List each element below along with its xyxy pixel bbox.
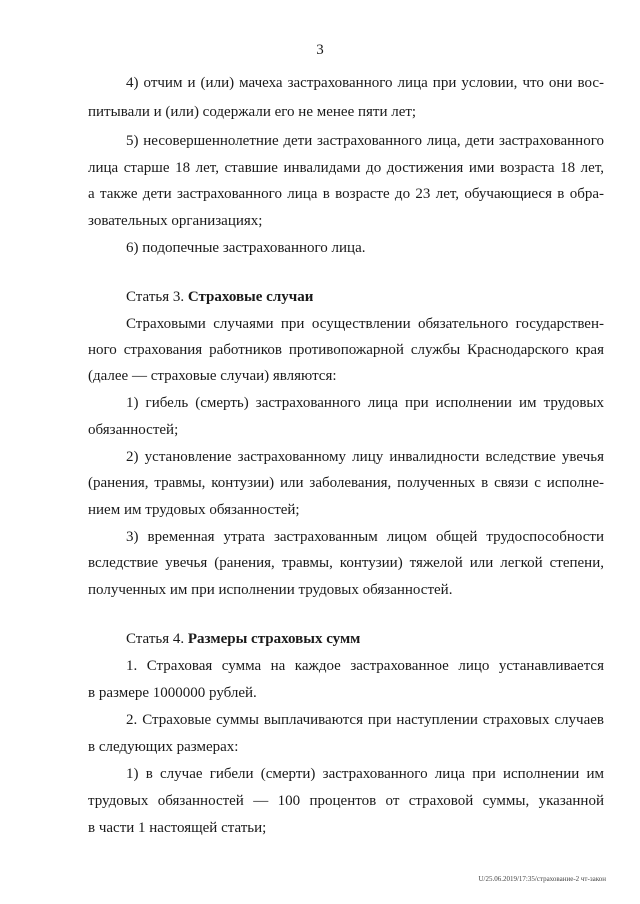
text-line: 4) отчим и (или) мачеха застрахованного лица при условии, что они вос- bbox=[126, 75, 604, 91]
text-line: в части 1 настоящей статьи; bbox=[88, 820, 267, 836]
footer-stamp: U/25.06.2019/17:35/страхование-2 чт-закон bbox=[478, 875, 606, 883]
page-number: 3 bbox=[316, 42, 324, 58]
text-line: 2) установление застрахованному лицу инвалидности вследствие увечья bbox=[126, 449, 604, 465]
text-line: трудовых обязанностей — 100 процентов от страховой суммы, указанной bbox=[88, 793, 604, 809]
article-title: Страховые случаи bbox=[187, 289, 314, 305]
text-line: зовательных организациях; bbox=[88, 213, 263, 229]
article-number: Статья 4. bbox=[126, 631, 188, 647]
article-heading bbox=[126, 629, 604, 649]
text-line: ного страхования работников противопожарной службы Краснодарского края bbox=[88, 342, 604, 358]
text-line: нием им трудовых обязанностей; bbox=[88, 502, 300, 518]
text-line: питывали и (или) содержали его не менее пяти лет; bbox=[88, 104, 417, 120]
article-title: Размеры страховых сумм bbox=[187, 631, 361, 647]
text-line: 1. Страховая сумма на каждое застрахованное лицо устанавливается bbox=[126, 658, 604, 674]
text-line: в размере 1000000 рублей. bbox=[88, 685, 257, 701]
text-line: 6) подопечные застрахованного лица. bbox=[126, 240, 366, 256]
text-line: 1) в случае гибели (смерти) застрахованного лица при исполнении им bbox=[126, 766, 604, 782]
text-line: в следующих размерах: bbox=[88, 739, 239, 755]
text-line: а также дети застрахованного лица в возрасте до 23 лет, обучающиеся в обра- bbox=[88, 186, 604, 202]
text-line: вследствие увечья (ранения, травмы, контузии) тяжелой или легкой степени, bbox=[88, 555, 604, 571]
text-line: (далее — страховые случаи) являются: bbox=[88, 368, 337, 384]
text-line: 1) гибель (смерть) застрахованного лица при исполнении им трудовых bbox=[126, 395, 604, 411]
text-line: 5) несовершеннолетние дети застрахованного лица, дети застрахованного bbox=[126, 133, 604, 149]
article-number: Статья 3. bbox=[126, 289, 188, 305]
text-line: (ранения, травмы, контузии) или заболевания, полученных в связи с исполне- bbox=[88, 475, 604, 491]
text-line: лица старше 18 лет, ставшие инвалидами до достижения ими возраста 18 лет, bbox=[88, 160, 604, 176]
text-line: полученных им при исполнении трудовых обязанностей. bbox=[88, 582, 453, 598]
text-line: 3) временная утрата застрахованным лицом общей трудоспособности bbox=[126, 529, 604, 545]
article-heading bbox=[126, 287, 604, 307]
text-line: обязанностей; bbox=[88, 422, 179, 438]
text-line: Страховыми случаями при осуществлении обязательного государствен- bbox=[126, 316, 604, 332]
text-line: 2. Страховые суммы выплачиваются при наступлении страховых случаев bbox=[126, 712, 604, 728]
